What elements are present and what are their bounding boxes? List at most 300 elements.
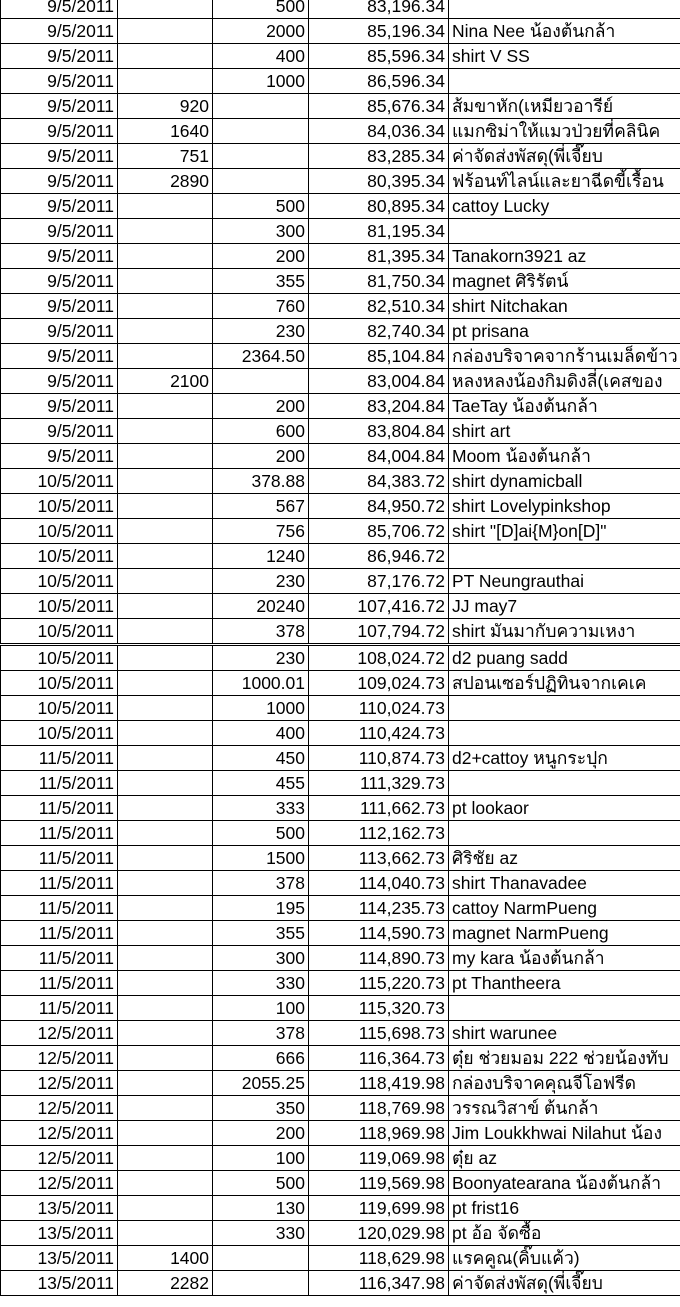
- expense-cell[interactable]: [118, 444, 213, 469]
- income-cell[interactable]: 400: [213, 721, 309, 746]
- balance-cell[interactable]: 86,596.34: [309, 69, 449, 94]
- income-cell[interactable]: 100: [213, 996, 309, 1021]
- note-cell[interactable]: pt lookaor: [449, 796, 680, 821]
- note-cell[interactable]: shirt Lovelypinkshop: [449, 494, 680, 519]
- balance-cell[interactable]: 111,662.73: [309, 796, 449, 821]
- expense-cell[interactable]: [118, 569, 213, 594]
- note-cell[interactable]: Jim Loukkhwai Nilahut น้อง: [449, 1121, 680, 1146]
- table-row: [1, 419, 680, 444]
- table-row: [1, 269, 680, 294]
- balance-cell[interactable]: 107,416.72: [309, 594, 449, 619]
- income-cell[interactable]: 200: [213, 1121, 309, 1146]
- income-cell[interactable]: 756: [213, 519, 309, 544]
- date-cell[interactable]: 9/5/2011: [1, 169, 118, 194]
- balance-cell[interactable]: 119,569.98: [309, 1171, 449, 1196]
- expense-cell[interactable]: [118, 1221, 213, 1246]
- note-cell[interactable]: shirt "[D]ai{M}on[D]": [449, 519, 680, 544]
- date-cell[interactable]: 9/5/2011: [1, 244, 118, 269]
- balance-cell[interactable]: 85,104.84: [309, 344, 449, 369]
- expense-cell[interactable]: [118, 469, 213, 494]
- income-cell[interactable]: 2055.25: [213, 1071, 309, 1096]
- table-row: [1, 194, 680, 219]
- note-cell[interactable]: shirt warunee: [449, 1021, 680, 1046]
- note-cell[interactable]: TaeTay น้องต้นกล้า: [449, 394, 680, 419]
- income-cell[interactable]: 350: [213, 1096, 309, 1121]
- expense-cell[interactable]: 751: [118, 144, 213, 169]
- expense-cell[interactable]: [118, 871, 213, 896]
- expense-cell[interactable]: [118, 0, 213, 19]
- expense-cell[interactable]: [118, 696, 213, 721]
- expense-cell[interactable]: [118, 519, 213, 544]
- table-row: [1, 119, 680, 144]
- note-cell[interactable]: magnet NarmPueng: [449, 921, 680, 946]
- balance-cell[interactable]: 84,383.72: [309, 469, 449, 494]
- date-cell[interactable]: 13/5/2011: [1, 1271, 118, 1296]
- date-cell[interactable]: 9/5/2011: [1, 144, 118, 169]
- table-row: [1, 1171, 680, 1196]
- balance-cell[interactable]: 111,329.73: [309, 771, 449, 796]
- table-row: [1, 219, 680, 244]
- table-row: [1, 519, 680, 544]
- income-cell[interactable]: 500: [213, 1171, 309, 1196]
- table-row: [1, 494, 680, 519]
- date-cell[interactable]: 9/5/2011: [1, 44, 118, 69]
- income-cell[interactable]: [213, 369, 309, 394]
- income-cell[interactable]: 600: [213, 419, 309, 444]
- table-row: [1, 746, 680, 771]
- balance-cell[interactable]: 81,195.34: [309, 219, 449, 244]
- income-cell[interactable]: 300: [213, 946, 309, 971]
- date-cell[interactable]: 10/5/2011: [1, 619, 118, 645]
- date-cell[interactable]: 10/5/2011: [1, 519, 118, 544]
- balance-cell[interactable]: 115,320.73: [309, 996, 449, 1021]
- note-cell[interactable]: แรคคูณ(คิ๊บแค้ว): [449, 1246, 680, 1271]
- table-row: [1, 44, 680, 69]
- note-cell[interactable]: แมกซิม่าให้แมวป่วยที่คลินิค: [449, 119, 680, 144]
- income-cell[interactable]: 450: [213, 746, 309, 771]
- income-cell[interactable]: 1000.01: [213, 671, 309, 696]
- expense-cell[interactable]: [118, 645, 213, 671]
- expense-cell[interactable]: [118, 1146, 213, 1171]
- date-cell[interactable]: 11/5/2011: [1, 996, 118, 1021]
- expense-cell[interactable]: [118, 1196, 213, 1221]
- balance-cell[interactable]: 84,004.84: [309, 444, 449, 469]
- date-cell[interactable]: 10/5/2011: [1, 696, 118, 721]
- expense-cell[interactable]: [118, 219, 213, 244]
- date-cell[interactable]: 11/5/2011: [1, 896, 118, 921]
- expense-cell[interactable]: [118, 1171, 213, 1196]
- note-cell[interactable]: shirt art: [449, 419, 680, 444]
- income-cell[interactable]: 1240: [213, 544, 309, 569]
- note-cell[interactable]: [449, 996, 680, 1021]
- income-cell[interactable]: 567: [213, 494, 309, 519]
- note-cell[interactable]: JJ may7: [449, 594, 680, 619]
- income-cell[interactable]: 378: [213, 619, 309, 645]
- note-cell[interactable]: pt Thantheera: [449, 971, 680, 996]
- expense-cell[interactable]: [118, 746, 213, 771]
- expense-cell[interactable]: [118, 671, 213, 696]
- balance-cell[interactable]: 112,162.73: [309, 821, 449, 846]
- date-cell[interactable]: 10/5/2011: [1, 569, 118, 594]
- date-cell[interactable]: 9/5/2011: [1, 344, 118, 369]
- balance-cell[interactable]: 83,285.34: [309, 144, 449, 169]
- balance-cell[interactable]: 114,235.73: [309, 896, 449, 921]
- date-cell[interactable]: 12/5/2011: [1, 1146, 118, 1171]
- date-cell[interactable]: 13/5/2011: [1, 1221, 118, 1246]
- note-cell[interactable]: Tanakorn3921 az: [449, 244, 680, 269]
- date-cell[interactable]: 9/5/2011: [1, 94, 118, 119]
- balance-cell[interactable]: 116,364.73: [309, 1046, 449, 1071]
- balance-cell[interactable]: 113,662.73: [309, 846, 449, 871]
- date-cell[interactable]: 11/5/2011: [1, 846, 118, 871]
- balance-cell[interactable]: 81,395.34: [309, 244, 449, 269]
- table-row: [1, 344, 680, 369]
- note-cell[interactable]: ตุ๋ย ช่วยมอม 222 ช่วยน้องทับ: [449, 1046, 680, 1071]
- date-cell[interactable]: 9/5/2011: [1, 319, 118, 344]
- income-cell[interactable]: 1000: [213, 696, 309, 721]
- note-cell[interactable]: ส้มขาหัก(เหมียวอารีย์: [449, 94, 680, 119]
- expense-cell[interactable]: [118, 69, 213, 94]
- balance-cell[interactable]: 114,590.73: [309, 921, 449, 946]
- balance-cell[interactable]: 84,950.72: [309, 494, 449, 519]
- balance-cell[interactable]: 114,040.73: [309, 871, 449, 896]
- expense-cell[interactable]: [118, 194, 213, 219]
- expense-cell[interactable]: 1400: [118, 1246, 213, 1271]
- date-cell[interactable]: 11/5/2011: [1, 946, 118, 971]
- note-cell[interactable]: [449, 721, 680, 746]
- table-row: [1, 1221, 680, 1246]
- balance-cell[interactable]: 114,890.73: [309, 946, 449, 971]
- table-row: [1, 1271, 680, 1296]
- expense-cell[interactable]: [118, 721, 213, 746]
- date-cell[interactable]: 9/5/2011: [1, 394, 118, 419]
- date-cell[interactable]: 9/5/2011: [1, 194, 118, 219]
- income-cell[interactable]: [213, 94, 309, 119]
- balance-cell[interactable]: 86,946.72: [309, 544, 449, 569]
- table-row: [1, 796, 680, 821]
- income-cell[interactable]: 666: [213, 1046, 309, 1071]
- table-row: [1, 1046, 680, 1071]
- note-cell[interactable]: Boonyatearana น้องต้นกล้า: [449, 1171, 680, 1196]
- expense-cell[interactable]: [118, 44, 213, 69]
- table-row: [1, 1196, 680, 1221]
- date-cell[interactable]: 11/5/2011: [1, 971, 118, 996]
- balance-cell[interactable]: 82,510.34: [309, 294, 449, 319]
- expense-cell[interactable]: [118, 1046, 213, 1071]
- note-cell[interactable]: shirt Thanavadee: [449, 871, 680, 896]
- table-row: [1, 569, 680, 594]
- date-cell[interactable]: 9/5/2011: [1, 419, 118, 444]
- table-row: [1, 846, 680, 871]
- note-cell[interactable]: ตุ๋ย az: [449, 1146, 680, 1171]
- date-cell[interactable]: 9/5/2011: [1, 269, 118, 294]
- income-cell[interactable]: 378.88: [213, 469, 309, 494]
- expense-cell[interactable]: [118, 244, 213, 269]
- table-row: [1, 645, 680, 671]
- balance-cell[interactable]: 120,029.98: [309, 1221, 449, 1246]
- date-cell[interactable]: 9/5/2011: [1, 369, 118, 394]
- note-cell[interactable]: ค่าจัดส่งพัสดุ(พี่เจี๊ยบ: [449, 1271, 680, 1296]
- date-cell[interactable]: 9/5/2011: [1, 119, 118, 144]
- expense-cell[interactable]: [118, 971, 213, 996]
- balance-cell[interactable]: 85,596.34: [309, 44, 449, 69]
- table-row: [1, 721, 680, 746]
- expense-cell[interactable]: [118, 294, 213, 319]
- income-cell[interactable]: 195: [213, 896, 309, 921]
- expense-cell[interactable]: [118, 796, 213, 821]
- date-cell[interactable]: 10/5/2011: [1, 721, 118, 746]
- income-cell[interactable]: 400: [213, 44, 309, 69]
- balance-cell[interactable]: 85,706.72: [309, 519, 449, 544]
- note-cell[interactable]: shirt มันมากับความเหงา: [449, 619, 680, 645]
- note-cell[interactable]: pt frist16: [449, 1196, 680, 1221]
- date-cell[interactable]: 11/5/2011: [1, 871, 118, 896]
- expense-cell[interactable]: [118, 996, 213, 1021]
- expense-cell[interactable]: [118, 394, 213, 419]
- expense-cell[interactable]: [118, 544, 213, 569]
- income-cell[interactable]: 230: [213, 319, 309, 344]
- table-row: [1, 1121, 680, 1146]
- balance-cell[interactable]: 115,698.73: [309, 1021, 449, 1046]
- date-cell[interactable]: 10/5/2011: [1, 544, 118, 569]
- balance-cell[interactable]: 84,036.34: [309, 119, 449, 144]
- income-cell[interactable]: 500: [213, 194, 309, 219]
- expense-cell[interactable]: [118, 921, 213, 946]
- date-cell[interactable]: 12/5/2011: [1, 1096, 118, 1121]
- note-cell[interactable]: d2 puang sadd: [449, 645, 680, 671]
- date-cell[interactable]: 12/5/2011: [1, 1171, 118, 1196]
- expense-cell[interactable]: [118, 771, 213, 796]
- note-cell[interactable]: [449, 696, 680, 721]
- expense-cell[interactable]: 2100: [118, 369, 213, 394]
- balance-cell[interactable]: 118,969.98: [309, 1121, 449, 1146]
- note-cell[interactable]: pt อ้อ จัดซื้อ: [449, 1221, 680, 1246]
- income-cell[interactable]: 333: [213, 796, 309, 821]
- expense-cell[interactable]: [118, 896, 213, 921]
- income-cell[interactable]: 230: [213, 569, 309, 594]
- expense-cell[interactable]: [118, 1021, 213, 1046]
- income-cell[interactable]: [213, 1271, 309, 1296]
- note-cell[interactable]: [449, 0, 680, 19]
- note-cell[interactable]: Moom น้องต้นกล้า: [449, 444, 680, 469]
- note-cell[interactable]: PT Neungrauthai: [449, 569, 680, 594]
- balance-cell[interactable]: 85,676.34: [309, 94, 449, 119]
- income-cell[interactable]: 378: [213, 1021, 309, 1046]
- date-cell[interactable]: 10/5/2011: [1, 494, 118, 519]
- balance-cell[interactable]: 108,024.72: [309, 645, 449, 671]
- income-cell[interactable]: 330: [213, 1221, 309, 1246]
- date-cell[interactable]: 9/5/2011: [1, 294, 118, 319]
- balance-cell[interactable]: 118,419.98: [309, 1071, 449, 1096]
- date-cell[interactable]: 11/5/2011: [1, 921, 118, 946]
- date-cell[interactable]: 10/5/2011: [1, 469, 118, 494]
- date-cell[interactable]: 12/5/2011: [1, 1021, 118, 1046]
- balance-cell[interactable]: 83,004.84: [309, 369, 449, 394]
- expense-cell[interactable]: [118, 1071, 213, 1096]
- date-cell[interactable]: 13/5/2011: [1, 1246, 118, 1271]
- date-cell[interactable]: 13/5/2011: [1, 1196, 118, 1221]
- balance-cell[interactable]: 81,750.34: [309, 269, 449, 294]
- note-cell[interactable]: shirt dynamicball: [449, 469, 680, 494]
- expense-cell[interactable]: [118, 19, 213, 44]
- income-cell[interactable]: 200: [213, 444, 309, 469]
- date-cell[interactable]: 9/5/2011: [1, 219, 118, 244]
- income-cell[interactable]: 355: [213, 269, 309, 294]
- income-cell[interactable]: 455: [213, 771, 309, 796]
- expense-cell[interactable]: [118, 846, 213, 871]
- balance-cell[interactable]: 115,220.73: [309, 971, 449, 996]
- note-cell[interactable]: [449, 544, 680, 569]
- balance-cell[interactable]: 87,176.72: [309, 569, 449, 594]
- balance-cell[interactable]: 110,424.73: [309, 721, 449, 746]
- balance-cell[interactable]: 80,895.34: [309, 194, 449, 219]
- income-cell[interactable]: 330: [213, 971, 309, 996]
- income-cell[interactable]: 500: [213, 0, 309, 19]
- note-cell[interactable]: shirt Nitchakan: [449, 294, 680, 319]
- table-row: [1, 0, 680, 19]
- table-row: [1, 996, 680, 1021]
- note-cell[interactable]: d2+cattoy หนูกระปุก: [449, 746, 680, 771]
- expense-cell[interactable]: 1640: [118, 119, 213, 144]
- income-cell[interactable]: 20240: [213, 594, 309, 619]
- income-cell[interactable]: 2364.50: [213, 344, 309, 369]
- income-cell[interactable]: 100: [213, 1146, 309, 1171]
- table-row: [1, 619, 680, 645]
- note-cell[interactable]: วรรณวิสาข์ ต้นกล้า: [449, 1096, 680, 1121]
- note-cell[interactable]: Nina Nee น้องต้นกล้า: [449, 19, 680, 44]
- income-cell[interactable]: 130: [213, 1196, 309, 1221]
- date-cell[interactable]: 10/5/2011: [1, 594, 118, 619]
- note-cell[interactable]: หลงหลงน้องกิมดิงลี่(เคสของ: [449, 369, 680, 394]
- balance-cell[interactable]: 83,204.84: [309, 394, 449, 419]
- date-cell[interactable]: 11/5/2011: [1, 796, 118, 821]
- date-cell[interactable]: 10/5/2011: [1, 645, 118, 671]
- note-cell[interactable]: cattoy Lucky: [449, 194, 680, 219]
- date-cell[interactable]: 9/5/2011: [1, 69, 118, 94]
- table-row: [1, 1146, 680, 1171]
- note-cell[interactable]: ฟร้อนท์ไลน์และยาฉีดขี้เรื้อน: [449, 169, 680, 194]
- table-row: [1, 444, 680, 469]
- income-cell[interactable]: 1000: [213, 69, 309, 94]
- income-cell[interactable]: 2000: [213, 19, 309, 44]
- note-cell[interactable]: กล่องบริจาคคุณจีโอฟรีด: [449, 1071, 680, 1096]
- date-cell[interactable]: 11/5/2011: [1, 821, 118, 846]
- expense-cell[interactable]: [118, 594, 213, 619]
- note-cell[interactable]: shirt V SS: [449, 44, 680, 69]
- date-cell[interactable]: 12/5/2011: [1, 1071, 118, 1096]
- balance-cell[interactable]: 80,395.34: [309, 169, 449, 194]
- balance-cell[interactable]: 119,069.98: [309, 1146, 449, 1171]
- table-row: [1, 169, 680, 194]
- income-cell[interactable]: 378: [213, 871, 309, 896]
- expense-cell[interactable]: [118, 1121, 213, 1146]
- date-cell[interactable]: 11/5/2011: [1, 746, 118, 771]
- balance-cell[interactable]: 110,874.73: [309, 746, 449, 771]
- date-cell[interactable]: 9/5/2011: [1, 0, 118, 19]
- date-cell[interactable]: 9/5/2011: [1, 444, 118, 469]
- expense-cell[interactable]: 920: [118, 94, 213, 119]
- balance-cell[interactable]: 119,699.98: [309, 1196, 449, 1221]
- balance-cell[interactable]: 83,804.84: [309, 419, 449, 444]
- income-cell[interactable]: 500: [213, 821, 309, 846]
- table-row: [1, 544, 680, 569]
- expense-cell[interactable]: [118, 319, 213, 344]
- income-cell[interactable]: 355: [213, 921, 309, 946]
- balance-cell[interactable]: 82,740.34: [309, 319, 449, 344]
- note-cell[interactable]: cattoy NarmPueng: [449, 896, 680, 921]
- table-row: [1, 946, 680, 971]
- table-row: [1, 1246, 680, 1271]
- expense-cell[interactable]: [118, 946, 213, 971]
- income-cell[interactable]: [213, 1246, 309, 1271]
- table-row: [1, 69, 680, 94]
- note-cell[interactable]: ศิริชัย az: [449, 846, 680, 871]
- expense-cell[interactable]: [118, 419, 213, 444]
- note-cell[interactable]: [449, 69, 680, 94]
- balance-cell[interactable]: 118,629.98: [309, 1246, 449, 1271]
- table-row: [1, 394, 680, 419]
- table-row: [1, 244, 680, 269]
- table-row: [1, 896, 680, 921]
- income-cell[interactable]: 200: [213, 244, 309, 269]
- expense-cell[interactable]: [118, 1096, 213, 1121]
- table-row: [1, 94, 680, 119]
- expense-cell[interactable]: [118, 821, 213, 846]
- income-cell[interactable]: 760: [213, 294, 309, 319]
- date-cell[interactable]: 12/5/2011: [1, 1046, 118, 1071]
- ledger-body: [1, 0, 680, 1296]
- income-cell[interactable]: [213, 169, 309, 194]
- table-row: [1, 821, 680, 846]
- income-cell[interactable]: 230: [213, 645, 309, 671]
- income-cell[interactable]: 300: [213, 219, 309, 244]
- income-cell[interactable]: [213, 119, 309, 144]
- income-cell[interactable]: 200: [213, 394, 309, 419]
- table-row: [1, 971, 680, 996]
- balance-cell[interactable]: 109,024.73: [309, 671, 449, 696]
- note-cell[interactable]: pt prisana: [449, 319, 680, 344]
- income-cell[interactable]: [213, 144, 309, 169]
- date-cell[interactable]: 11/5/2011: [1, 771, 118, 796]
- date-cell[interactable]: 12/5/2011: [1, 1121, 118, 1146]
- note-cell[interactable]: สปอนเซอร์ปฏิทินจากเคเค: [449, 671, 680, 696]
- table-row: [1, 871, 680, 896]
- expense-cell[interactable]: [118, 344, 213, 369]
- expense-cell[interactable]: 2890: [118, 169, 213, 194]
- date-cell[interactable]: 10/5/2011: [1, 671, 118, 696]
- note-cell[interactable]: [449, 821, 680, 846]
- expense-cell[interactable]: [118, 494, 213, 519]
- balance-cell[interactable]: 118,769.98: [309, 1096, 449, 1121]
- note-cell[interactable]: ค่าจัดส่งพัสดุ(พี่เจี๊ยบ: [449, 144, 680, 169]
- note-cell[interactable]: [449, 771, 680, 796]
- note-cell[interactable]: my kara น้องต้นกล้า: [449, 946, 680, 971]
- balance-cell[interactable]: 116,347.98: [309, 1271, 449, 1296]
- balance-cell[interactable]: 110,024.73: [309, 696, 449, 721]
- balance-cell[interactable]: 83,196.34: [309, 0, 449, 19]
- table-row: [1, 469, 680, 494]
- note-cell[interactable]: [449, 219, 680, 244]
- expense-cell[interactable]: [118, 269, 213, 294]
- expense-cell[interactable]: [118, 619, 213, 645]
- date-cell[interactable]: 9/5/2011: [1, 19, 118, 44]
- balance-cell[interactable]: 107,794.72: [309, 619, 449, 645]
- note-cell[interactable]: กล่องบริจาคจากร้านเมล็ดข้าว: [449, 344, 680, 369]
- expense-cell[interactable]: 2282: [118, 1271, 213, 1296]
- income-cell[interactable]: 1500: [213, 846, 309, 871]
- note-cell[interactable]: magnet ศิริรัตน์: [449, 269, 680, 294]
- balance-cell[interactable]: 85,196.34: [309, 19, 449, 44]
